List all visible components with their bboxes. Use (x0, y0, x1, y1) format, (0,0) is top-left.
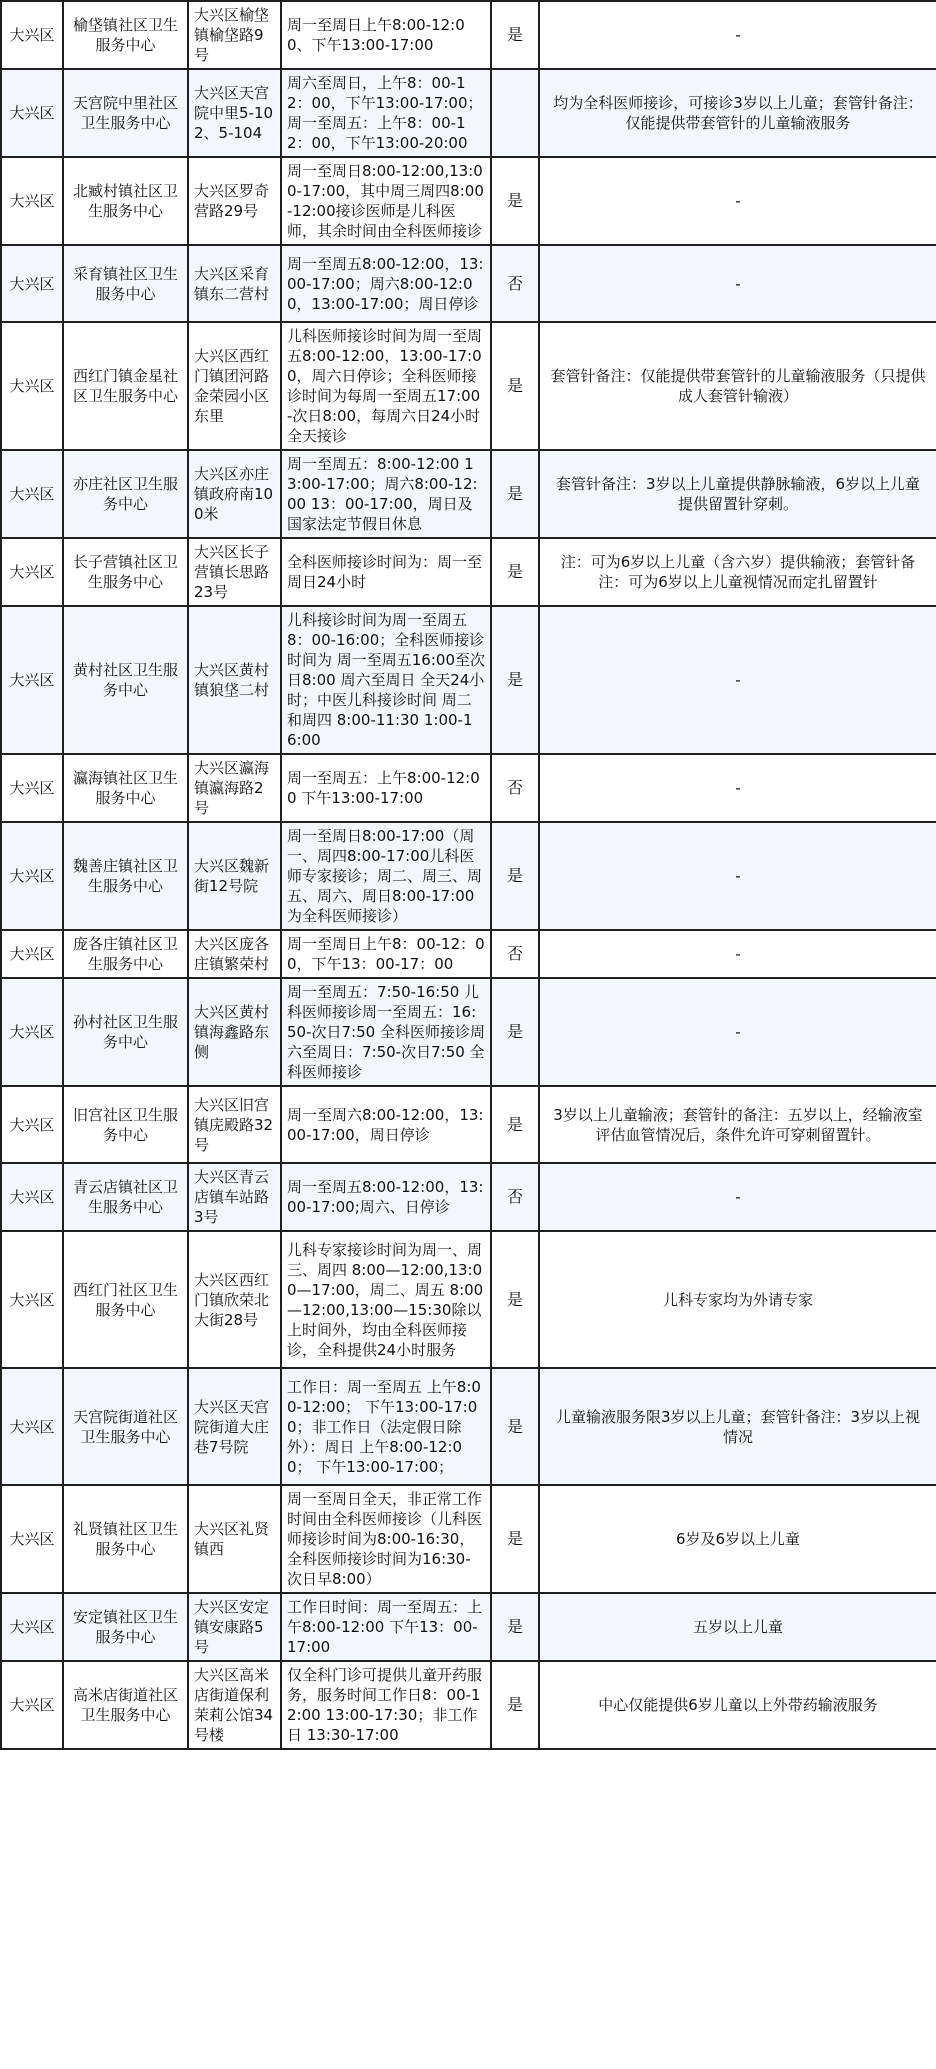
availability-flag-cell: 是 (491, 1368, 539, 1485)
availability-flag-cell (491, 69, 539, 157)
service-hours-cell: 周一至周日上午8：00-12：00，下午13：00-17：00 (281, 930, 491, 978)
service-hours-cell: 周一至周日全天，非正常工作时间由全科医师接诊（儿科医师接诊时间为8:00-16:30，全科医师接诊时间为16:30-次日早8:00） (281, 1485, 491, 1593)
clinic-name-cell: 孙村社区卫生服务中心 (63, 978, 188, 1086)
service-hours-cell: 周一至周五：7:50-16:50 儿科医师接诊周一至周五：16:50-次日7:50 全科医师接诊周六至周日：7:50-次日7:50 全科医师接诊 (281, 978, 491, 1086)
remarks-cell: 儿童输液服务限3岁以上儿童；套管针备注：3岁以上视情况 (539, 1368, 936, 1485)
service-hours-cell: 周一至周五：上午8:00-12:00 下午13:00-17:00 (281, 754, 491, 822)
table-row (1, 69, 936, 157)
table-row (1, 978, 936, 1086)
remarks-cell: 中心仅能提供6岁儿童以上外带药输液服务 (539, 1661, 936, 1749)
address-cell: 大兴区西红门镇欣荣北大街28号 (188, 1231, 281, 1368)
remarks-cell: 6岁及6岁以上儿童 (539, 1485, 936, 1593)
district-cell: 大兴区 (1, 1, 63, 69)
availability-flag-cell: 是 (491, 978, 539, 1086)
service-hours-cell: 仅全科门诊可提供儿童开药服务，服务时间工作日8：00-12:00 13:00-17:30；非工作日 13:30-17:00 (281, 1661, 491, 1749)
remarks-cell: 套管针备注：仅能提供带套管针的儿童输液服务（只提供成人套管针输液） (539, 322, 936, 450)
clinic-name-cell: 礼贤镇社区卫生服务中心 (63, 1485, 188, 1593)
availability-flag-cell: 是 (491, 1485, 539, 1593)
clinic-name-cell: 采育镇社区卫生服务中心 (63, 245, 188, 322)
district-cell: 大兴区 (1, 978, 63, 1086)
address-cell: 大兴区高米店街道保利茉莉公馆34号楼 (188, 1661, 281, 1749)
remarks-cell: - (539, 1, 936, 69)
clinic-name-cell: 青云店镇社区卫生服务中心 (63, 1163, 188, 1231)
clinic-name-cell: 安定镇社区卫生服务中心 (63, 1593, 188, 1661)
address-cell: 大兴区天宫院中里5-102、5-104 (188, 69, 281, 157)
district-cell: 大兴区 (1, 245, 63, 322)
address-cell: 大兴区魏新街12号院 (188, 822, 281, 930)
service-hours-cell: 工作日：周一至周五 上午8:00-12:00； 下午13:00-17:00；非工作日（法定假日除外）：周日 上午8:00-12:00； 下午13:00-17:00； (281, 1368, 491, 1485)
availability-flag-cell: 是 (491, 538, 539, 606)
service-hours-cell: 儿科专家接诊时间为周一、周三、周四 8:00—12:00,13:00—17:00，周二、周五 8:00—12:00,13:00—15:30除以上时间外，均由全科医师接诊，全科提供24小时服务 (281, 1231, 491, 1368)
table-row (1, 1086, 936, 1163)
district-cell: 大兴区 (1, 1485, 63, 1593)
district-cell: 大兴区 (1, 930, 63, 978)
clinic-name-cell: 长子营镇社区卫生服务中心 (63, 538, 188, 606)
address-cell: 大兴区榆垡镇榆垡路9号 (188, 1, 281, 69)
district-cell: 大兴区 (1, 69, 63, 157)
address-cell: 大兴区庞各庄镇繁荣村 (188, 930, 281, 978)
address-cell: 大兴区瀛海镇瀛海路2号 (188, 754, 281, 822)
address-cell: 大兴区亦庄镇政府南100米 (188, 450, 281, 538)
remarks-cell: 3岁以上儿童输液；套管针的备注：五岁以上，经输液室评估血管情况后，条件允许可穿刺留置针。 (539, 1086, 936, 1163)
availability-flag-cell: 是 (491, 1086, 539, 1163)
district-cell: 大兴区 (1, 822, 63, 930)
address-cell: 大兴区礼贤镇西 (188, 1485, 281, 1593)
service-hours-cell: 儿科接诊时间为周一至周五8：00-16:00；全科医师接诊时间为 周一至周五16:00至次日8:00 周六至周日 全天24小时；中医儿科接诊时间 周二和周四 8:00-11:30 1:00-16:00 (281, 606, 491, 754)
service-hours-cell: 周一至周日8:00-17:00（周一、周四8:00-17:00儿科医师专家接诊；周二、周三、周五、周六、周日8:00-17:00为全科医师接诊） (281, 822, 491, 930)
clinic-name-cell: 黄村社区卫生服务中心 (63, 606, 188, 754)
service-hours-cell: 工作日时间：周一至周五：上午8:00-12:00 下午13：00-17:00 (281, 1593, 491, 1661)
availability-flag-cell: 否 (491, 754, 539, 822)
service-hours-cell: 全科医师接诊时间为：周一至周日24小时 (281, 538, 491, 606)
table-row (1, 1368, 936, 1485)
remarks-cell: - (539, 245, 936, 322)
service-hours-cell: 周一至周五8:00-12:00，13:00-17:00;周六、日停诊 (281, 1163, 491, 1231)
table-row (1, 245, 936, 322)
district-cell: 大兴区 (1, 1593, 63, 1661)
availability-flag-cell: 否 (491, 930, 539, 978)
availability-flag-cell: 是 (491, 1661, 539, 1749)
district-cell: 大兴区 (1, 1231, 63, 1368)
district-cell: 大兴区 (1, 157, 63, 245)
service-hours-cell: 周一至周日上午8:00-12:00、下午13:00-17:00 (281, 1, 491, 69)
district-cell: 大兴区 (1, 538, 63, 606)
clinic-name-cell: 榆垡镇社区卫生服务中心 (63, 1, 188, 69)
clinic-name-cell: 亦庄社区卫生服务中心 (63, 450, 188, 538)
remarks-cell: 儿科专家均为外请专家 (539, 1231, 936, 1368)
clinic-name-cell: 旧宫社区卫生服务中心 (63, 1086, 188, 1163)
remarks-cell: - (539, 930, 936, 978)
remarks-cell: - (539, 754, 936, 822)
table-row (1, 1485, 936, 1593)
district-cell: 大兴区 (1, 606, 63, 754)
address-cell: 大兴区长子营镇长思路23号 (188, 538, 281, 606)
table-row (1, 1163, 936, 1231)
table-row (1, 754, 936, 822)
district-cell: 大兴区 (1, 754, 63, 822)
table-row (1, 1231, 936, 1368)
table-row (1, 1, 936, 69)
address-cell: 大兴区采育镇东二营村 (188, 245, 281, 322)
availability-flag-cell: 是 (491, 1231, 539, 1368)
clinic-table-body (1, 1, 936, 1749)
availability-flag-cell: 是 (491, 450, 539, 538)
availability-flag-cell: 是 (491, 157, 539, 245)
table-row (1, 1661, 936, 1749)
availability-flag-cell: 是 (491, 606, 539, 754)
remarks-cell: 五岁以上儿童 (539, 1593, 936, 1661)
table-row (1, 606, 936, 754)
availability-flag-cell: 是 (491, 1, 539, 69)
district-cell: 大兴区 (1, 1163, 63, 1231)
address-cell: 大兴区黄村镇海鑫路东侧 (188, 978, 281, 1086)
table-row (1, 450, 936, 538)
remarks-cell: - (539, 606, 936, 754)
clinic-name-cell: 西红门镇金星社区卫生服务中心 (63, 322, 188, 450)
service-hours-cell: 儿科医师接诊时间为周一至周五8:00-12:00，13:00-17:00，周六日停诊；全科医师接诊时间为每周一至周五17:00-次日8:00，每周六日24小时全天接诊 (281, 322, 491, 450)
table-row (1, 538, 936, 606)
remarks-cell: - (539, 978, 936, 1086)
clinic-name-cell: 天宫院街道社区卫生服务中心 (63, 1368, 188, 1485)
service-hours-cell: 周一至周五：8:00-12:00 13:00-17:00；周六8:00-12:00 13：00-17:00，周日及国家法定节假日休息 (281, 450, 491, 538)
service-hours-cell: 周一至周日8:00-12:00,13:00-17:00，其中周三周四8:00-12:00接诊医师是儿科医师，其余时间由全科医师接诊 (281, 157, 491, 245)
remarks-cell: 注：可为6岁以上儿童（含六岁）提供输液；套管针备注：可为6岁以上儿童视情况而定扎留置针 (539, 538, 936, 606)
clinic-name-cell: 魏善庄镇社区卫生服务中心 (63, 822, 188, 930)
remarks-cell: - (539, 157, 936, 245)
clinic-name-cell: 瀛海镇社区卫生服务中心 (63, 754, 188, 822)
availability-flag-cell: 否 (491, 245, 539, 322)
service-hours-cell: 周一至周六8:00-12:00，13:00-17:00，周日停诊 (281, 1086, 491, 1163)
service-hours-cell: 周六至周日，上午8：00-12：00，下午13:00-17:00；周一至周五：上午8：00-12：00，下午13:00-20:00 (281, 69, 491, 157)
remarks-cell: 套管针备注：3岁以上儿童提供静脉输液，6岁以上儿童提供留置针穿刺。 (539, 450, 936, 538)
availability-flag-cell: 是 (491, 1593, 539, 1661)
remarks-cell: 均为全科医师接诊，可接诊3岁以上儿童；套管针备注：仅能提供带套管针的儿童输液服务 (539, 69, 936, 157)
district-cell: 大兴区 (1, 1086, 63, 1163)
table-row (1, 930, 936, 978)
clinic-name-cell: 庞各庄镇社区卫生服务中心 (63, 930, 188, 978)
table-row (1, 1593, 936, 1661)
table-row (1, 157, 936, 245)
availability-flag-cell: 是 (491, 822, 539, 930)
remarks-cell: - (539, 822, 936, 930)
district-cell: 大兴区 (1, 1661, 63, 1749)
clinic-name-cell: 天宫院中里社区卫生服务中心 (63, 69, 188, 157)
address-cell: 大兴区罗奇营路29号 (188, 157, 281, 245)
district-cell: 大兴区 (1, 450, 63, 538)
address-cell: 大兴区旧宫镇庑殿路32号 (188, 1086, 281, 1163)
availability-flag-cell: 否 (491, 1163, 539, 1231)
availability-flag-cell: 是 (491, 322, 539, 450)
table-row (1, 822, 936, 930)
clinic-name-cell: 西红门社区卫生服务中心 (63, 1231, 188, 1368)
address-cell: 大兴区天宫院街道大庄巷7号院 (188, 1368, 281, 1485)
clinic-name-cell: 高米店街道社区卫生服务中心 (63, 1661, 188, 1749)
district-cell: 大兴区 (1, 1368, 63, 1485)
address-cell: 大兴区安定镇安康路5号 (188, 1593, 281, 1661)
address-cell: 大兴区青云店镇车站路3号 (188, 1163, 281, 1231)
table-row (1, 322, 936, 450)
clinic-name-cell: 北臧村镇社区卫生服务中心 (63, 157, 188, 245)
remarks-cell: - (539, 1163, 936, 1231)
district-cell: 大兴区 (1, 322, 63, 450)
service-hours-cell: 周一至周五8:00-12:00，13:00-17:00；周六8:00-12:00，13:00-17:00；周日停诊 (281, 245, 491, 322)
address-cell: 大兴区西红门镇团河路金荣园小区东里 (188, 322, 281, 450)
address-cell: 大兴区黄村镇狼垡二村 (188, 606, 281, 754)
